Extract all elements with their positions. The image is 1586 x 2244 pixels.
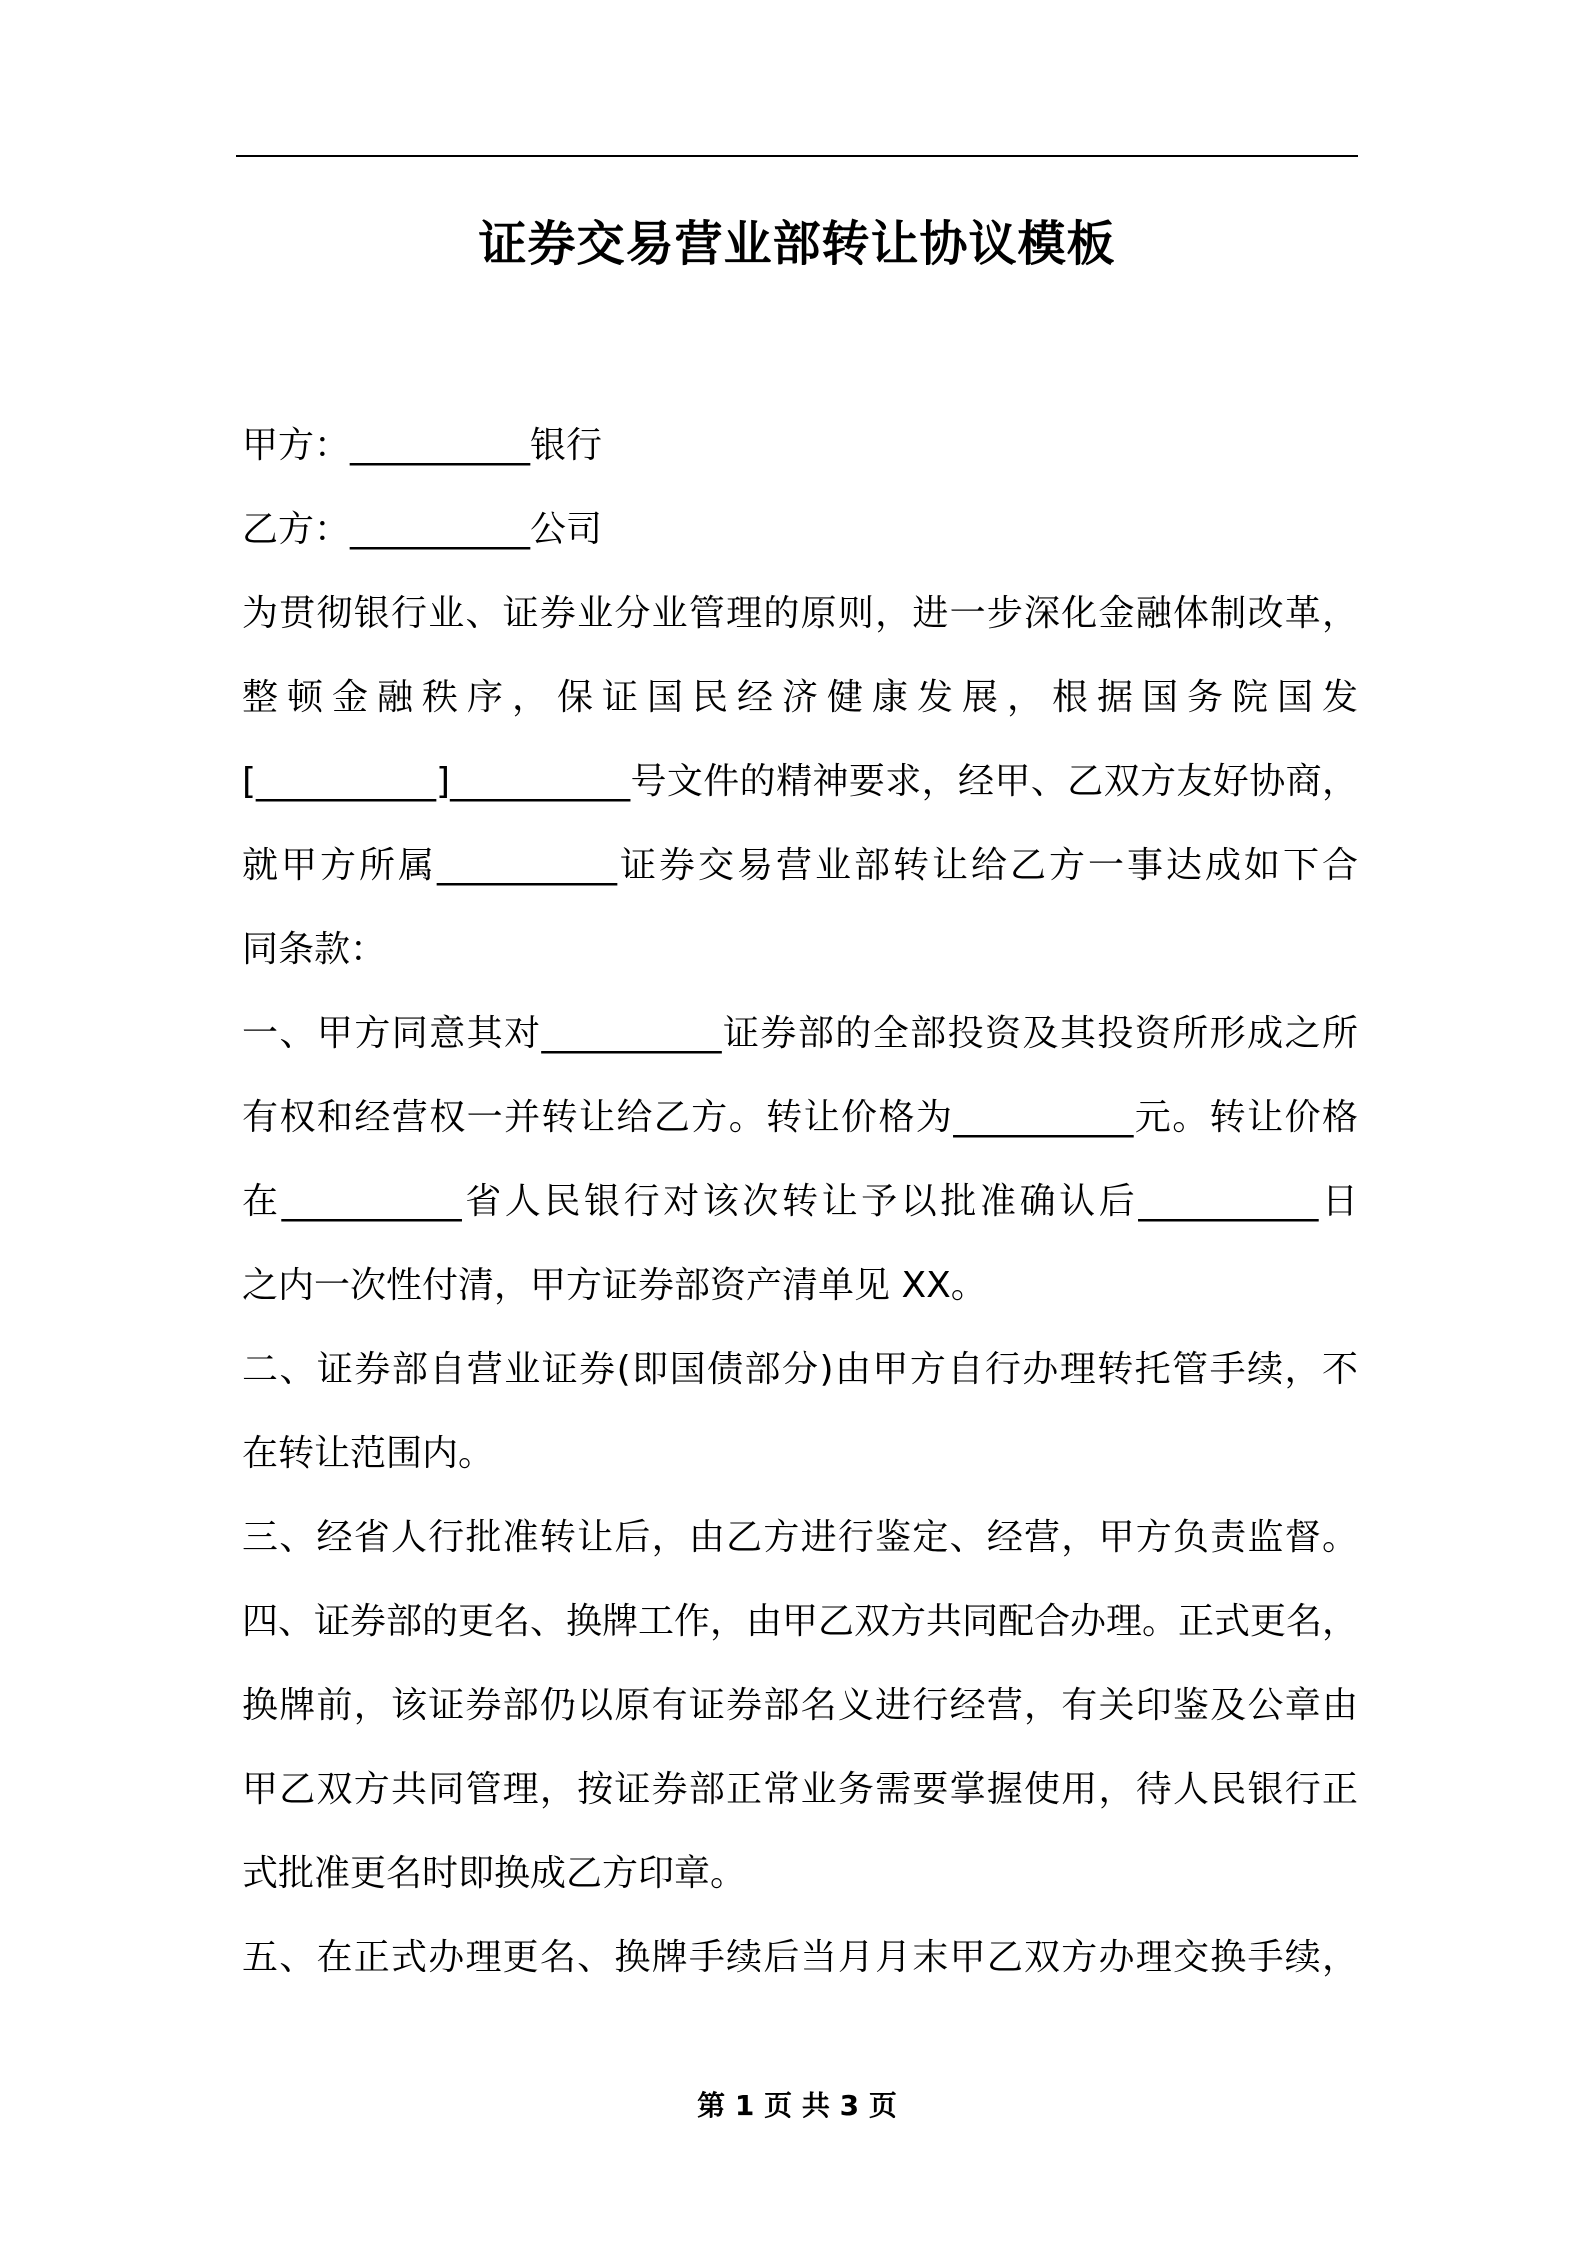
party-a-line: 甲方：__________银行 [242, 425, 603, 466]
preamble-line: 整顿金融秩序，保证国民经济健康发展，根据国务院国发 [242, 677, 1358, 718]
clause-1-line: 一、甲方同意其对__________证券部的全部投资及其投资所形成之所 [242, 1013, 1358, 1054]
header-rule [236, 155, 1358, 157]
page-number: 第 1 页 共 3 页 [697, 2089, 897, 2122]
preamble-line: 同条款： [242, 929, 387, 970]
clause-2-line: 在转让范围内。 [242, 1433, 495, 1474]
clause-4-line: 式批准更名时即换成乙方印章。 [242, 1853, 747, 1894]
clause-1-line: 有权和经营权一并转让给乙方。转让价格为__________元。转让价格 [242, 1097, 1358, 1138]
clause-1-line: 在__________省人民银行对该次转让予以批准确认后__________日 [242, 1181, 1358, 1222]
clause-1-line: 之内一次性付清，甲方证券部资产清单见 XX。 [242, 1265, 987, 1306]
clause-5-line: 五、在正式办理更名、换牌手续后当月月末甲乙双方办理交换手续， [242, 1937, 1358, 1978]
preamble-line: [__________]__________号文件的精神要求，经甲、乙双方友好协商， [242, 761, 1358, 802]
clause-2-line: 二、证券部自营业证券(即国债部分)由甲方自行办理转托管手续，不 [242, 1349, 1358, 1390]
preamble-line: 就甲方所属__________证券交易营业部转让给乙方一事达成如下合 [242, 845, 1358, 886]
document-body [242, 404, 1358, 2000]
clause-4-line: 甲乙双方共同管理，按证券部正常业务需要掌握使用，待人民银行正 [242, 1769, 1358, 1810]
clause-4-line: 换牌前，该证券部仍以原有证券部名义进行经营，有关印鉴及公章由 [242, 1685, 1358, 1726]
document-title: 证券交易营业部转让协议模板 [478, 216, 1116, 272]
clause-4-line: 四、证券部的更名、换牌工作，由甲乙双方共同配合办理。正式更名， [242, 1601, 1358, 1642]
clause-3-line: 三、经省人行批准转让后，由乙方进行鉴定、经营，甲方负责监督。 [242, 1517, 1358, 1558]
party-b-line: 乙方：__________公司 [242, 509, 603, 550]
preamble-line: 为贯彻银行业、证券业分业管理的原则，进一步深化金融体制改革， [242, 593, 1358, 634]
